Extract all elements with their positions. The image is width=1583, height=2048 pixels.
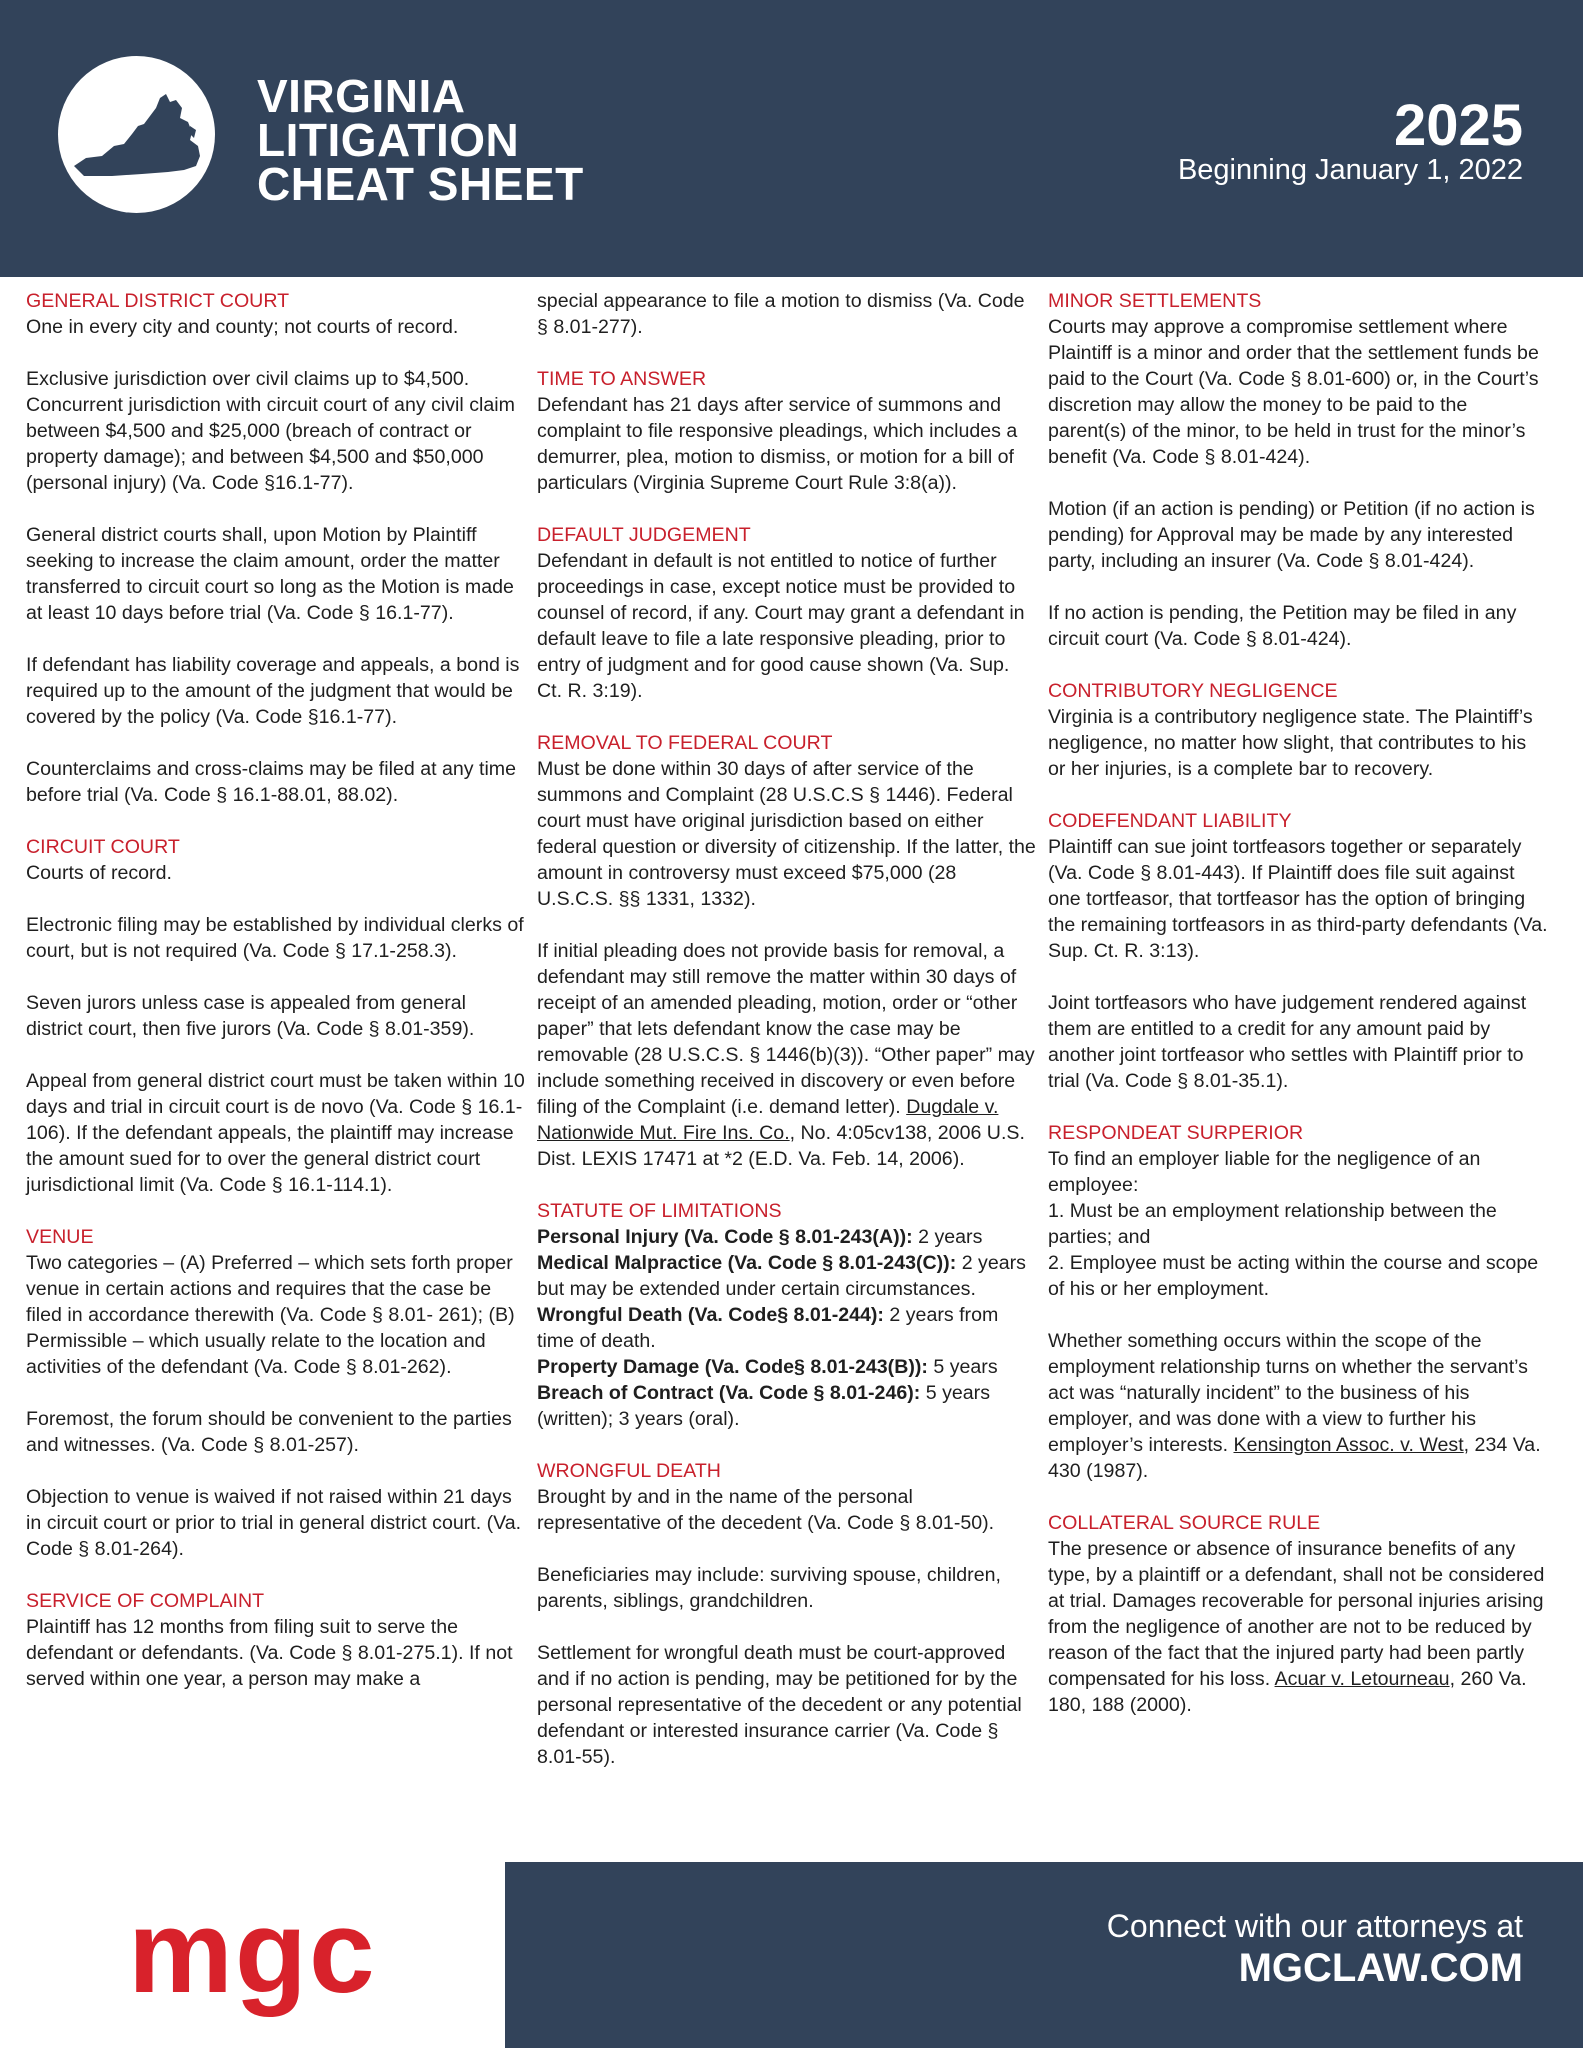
section-title-wrongful-death: WRONGFUL DEATH xyxy=(537,1460,721,1482)
paragraph: Beneficiaries may include: surviving spouse, children, parents, siblings, grandchildren. xyxy=(537,1564,1001,1612)
title-line-1: VIRGINIA xyxy=(257,70,466,122)
paragraph: Plaintiff has 12 months from filing suit to serve the defendant or defendants. (Va. Code § 8.01-275.1). If not served within one year, a person may make a xyxy=(26,1616,513,1690)
section-title-general-district-court: GENERAL DISTRICT COURT xyxy=(26,290,290,312)
paragraph: Electronic filing may be established by individual clerks of court, but is not required (Va. Code § 17.1-258.3). xyxy=(26,914,524,962)
paragraph: Appeal from general district court must be taken within 10 days and trial in circuit court is de novo (Va. Code § 16.1-106). If the defendant appeals, the plaintiff may increase the amount sued for to over the general district court jurisdictional limit (Va. Code § 16.1-114.1). xyxy=(26,1070,525,1196)
state-emblem xyxy=(58,56,215,213)
section-title-venue: VENUE xyxy=(26,1226,94,1248)
paragraph: Joint tortfeasors who have judgement rendered against them are entitled to a credit for any amount paid by another joint tortfeasor who settles with Plaintiff prior to trial (Va. Code § 8.01-35.1). xyxy=(1048,992,1527,1092)
paragraph: Virginia is a contributory negligence state. The Plaintiff’s negligence, no matter how slight, that contributes to his or her injuries, is a complete bar to recovery. xyxy=(1048,706,1533,780)
paragraph: Courts of record. xyxy=(26,862,172,884)
paragraph: Counterclaims and cross-claims may be filed at any time before trial (Va. Code § 16.1-88.01, 88.02). xyxy=(26,758,517,806)
column-2 xyxy=(537,288,1037,1770)
paragraph: special appearance to file a motion to dismiss (Va. Code § 8.01-277). xyxy=(537,290,1025,338)
limitation-value: 5 years xyxy=(927,1356,998,1378)
limitation-label: Medical Malpractice (Va. Code § 8.01-243(C)): xyxy=(537,1252,957,1274)
paragraph: Brought by and in the name of the personal representative of the decedent (Va. Code § 8.01-50). xyxy=(537,1486,995,1534)
connect-text: Connect with our attorneys at xyxy=(1106,1908,1523,1944)
case-citation: Dugdale v. Nationwide Mut. Fire Ins. Co. xyxy=(537,1096,999,1144)
paragraph: Seven jurors unless case is appealed from general district court, then five jurors (Va. Code § 8.01-359). xyxy=(26,992,475,1040)
section-title-circuit-court: CIRCUIT COURT xyxy=(26,836,180,858)
section-title-time-to-answer: TIME TO ANSWER xyxy=(537,368,707,390)
case-citation: Acuar v. Letourneau xyxy=(1274,1668,1450,1690)
paragraph: Settlement for wrongful death must be court-approved and if no action is pending, may be petitioned for by the personal representative of the decedent or any potential defendant or interested insurance carrier (Va. Code § 8.01-55). xyxy=(537,1642,1022,1768)
year-label: 2025 xyxy=(1393,93,1523,158)
limitation-label: Breach of Contract (Va. Code § 8.01-246): xyxy=(537,1382,921,1404)
paragraph-text: The presence or absence of insurance benefits of any type, by a plaintiff or a defendant, shall not be considered at trial. Damages recoverable for personal injuries arising from the negligence of another are not to be reduced by reason of the fact that the injured party had been partly compensated for his loss. xyxy=(1048,1538,1545,1690)
paragraph: One in every city and county; not courts of record. xyxy=(26,316,459,338)
title-line-2: LITIGATION xyxy=(257,114,520,166)
limitation-medical-malpractice xyxy=(537,1250,1037,1302)
paragraph: If no action is pending, the Petition may be filed in any circuit court (Va. Code § 8.01-424). xyxy=(1048,602,1517,650)
section-title-respondeat-superior: RESPONDEAT SURPERIOR xyxy=(1048,1122,1304,1144)
paragraph: Defendant in default is not entitled to notice of further proceedings in case, except notice must be provided to counsel of record, if any. Court may grant a defendant in default leave to file a late responsive pleading, prior to entry of judgment and for good cause shown (Va. Sup. Ct. R. 3:19). xyxy=(537,550,1025,702)
section-title-codefendant-liability: CODEFENDANT LIABILITY xyxy=(1048,810,1292,832)
header-banner xyxy=(0,0,1583,277)
paragraph: To find an employer liable for the negligence of an employee: xyxy=(1048,1148,1481,1196)
paragraph: Must be done within 30 days of after service of the summons and Complaint (28 U.S.C.S § 1446). Federal court must have original jurisdiction based on either federal question or diversity of citizenship. If the latter, the amount in controversy must exceed $75,000 (28 U.S.C.S. §§ 1331, 1332). xyxy=(537,758,1036,910)
limitation-value: 2 years from time of death. xyxy=(537,1304,999,1352)
paragraph xyxy=(537,938,1037,1172)
paragraph: If defendant has liability coverage and appeals, a bond is required up to the amount of the judgment that would be covered by the policy (Va. Code §16.1-77). xyxy=(26,654,520,728)
paragraph-text: , No. 4:05cv138, 2006 U.S. Dist. LEXIS 17471 at *2 (E.D. Va. Feb. 14, 2006). xyxy=(537,1122,1025,1170)
paragraph-text: If initial pleading does not provide basis for removal, a defendant may still remove the matter within 30 days of receipt of an amended pleading, motion, order or “other paper” that lets defendant know the case may be removable (28 U.S.C.S. § 1446(b)(3)). “Other paper” may include something received in discovery or even before filing of the Complaint (i.e. demand letter). xyxy=(537,940,1035,1118)
limitation-wrongful-death xyxy=(537,1302,1037,1354)
paragraph: Plaintiff can sue joint tortfeasors together or separately (Va. Code § 8.01-443). If Plaintiff does file suit against one tortfeasor, that tortfeasor has the option of bringing the remaining tortfeasors in as third-party defendants (Va. Sup. Ct. R. 3:13). xyxy=(1048,836,1548,962)
title-line-3: CHEAT SHEET xyxy=(257,158,584,210)
paragraph: Motion (if an action is pending) or Petition (if no action is pending) for Approval may be made by any interested party, including an insurer (Va. Code § 8.01-424). xyxy=(1048,498,1535,572)
section-title-default-judgement: DEFAULT JUDGEMENT xyxy=(537,524,751,546)
section-title-service-of-complaint: SERVICE OF COMPLAINT xyxy=(26,1590,265,1612)
paragraph-text: , 234 Va. 430 (1987). xyxy=(1048,1434,1541,1482)
section-title-contributory-negligence: CONTRIBUTORY NEGLIGENCE xyxy=(1048,680,1338,702)
paragraph-text: Whether something occurs within the scope of the employment relationship turns on whether the servant’s act was “naturally incident” to the business of his employer, and was done with a view to further his employer’s interests. xyxy=(1048,1330,1528,1456)
website-link[interactable]: MGCLAW.COM xyxy=(1238,1946,1523,1990)
limitation-label: Wrongful Death (Va. Code§ 8.01-244): xyxy=(537,1304,884,1326)
mgc-logo: mgc xyxy=(128,1886,377,2018)
limitation-value: 2 years xyxy=(912,1226,983,1248)
limitation-property-damage xyxy=(537,1354,1037,1380)
limitation-personal-injury xyxy=(537,1224,1037,1250)
page-title xyxy=(257,70,584,210)
paragraph: Exclusive jurisdiction over civil claims up to $4,500. Concurrent jurisdiction with circuit court of any civil claim between $4,500 and $25,000 (breach of contract or property damage); and between $4,500 and $50,000 (personal injury) (Va. Code §16.1-77). xyxy=(26,368,515,494)
list-item: 2. Employee must be acting within the course and scope of his or her employment. xyxy=(1048,1252,1539,1300)
limitation-value: 5 years (written); 3 years (oral). xyxy=(537,1382,990,1430)
paragraph xyxy=(1048,1536,1548,1718)
paragraph: Two categories – (A) Preferred – which sets forth proper venue in certain actions and requires that the case be filed in accordance therewith (Va. Code § 8.01- 261); (B) Permissible – which usually relate to the location and activities of the defendant (Va. Code § 8.01-262). xyxy=(26,1252,515,1378)
column-1 xyxy=(26,288,526,1692)
limitation-label: Personal Injury (Va. Code § 8.01-243(A)): xyxy=(537,1226,913,1248)
limitation-label: Property Damage (Va. Code§ 8.01-243(B)): xyxy=(537,1356,928,1378)
paragraph xyxy=(1048,1328,1548,1484)
case-citation: Kensington Assoc. v. West xyxy=(1233,1434,1464,1456)
paragraph-text: , 260 Va. 180, 188 (2000). xyxy=(1048,1668,1527,1716)
effective-date: Beginning January 1, 2022 xyxy=(1177,154,1523,186)
list-item: 1. Must be an employment relationship between the parties; and xyxy=(1048,1200,1497,1248)
paragraph: Foremost, the forum should be convenient to the parties and witnesses. (Va. Code § 8.01-257). xyxy=(26,1408,512,1456)
limitation-value: 2 years but may be extended under certain circumstances. xyxy=(537,1252,1026,1300)
paragraph: General district courts shall, upon Motion by Plaintiff seeking to increase the claim amount, order the matter transferred to circuit court so long as the Motion is made at least 10 days before trial (Va. Code § 16.1-77). xyxy=(26,524,514,624)
section-title-removal-to-federal-court: REMOVAL TO FEDERAL COURT xyxy=(537,732,833,754)
section-title-minor-settlements: MINOR SETTLEMENTS xyxy=(1048,290,1262,312)
paragraph: Defendant has 21 days after service of summons and complaint to file responsive pleadings, which includes a demurrer, plea, motion to dismiss, or motion for a bill of particulars (Virginia Supreme Court Rule 3:8(a)). xyxy=(537,394,1018,494)
section-title-statute-of-limitations: STATUTE OF LIMITATIONS xyxy=(537,1200,782,1222)
column-3 xyxy=(1048,288,1548,1718)
spacer xyxy=(537,1432,1037,1458)
virginia-state-icon xyxy=(72,86,202,178)
paragraph: Objection to venue is waived if not raised within 21 days in circuit court or prior to trial in general district court. (Va. Code § 8.01-264). xyxy=(26,1486,522,1560)
paragraph: Courts may approve a compromise settlement where Plaintiff is a minor and order that the settlement funds be paid to the Court (Va. Code § 8.01-600) or, in the Court’s discretion may allow the money to be paid to the parent(s) of the minor, to be held in trust for the minor’s benefit (Va. Code § 8.01-424). xyxy=(1048,316,1539,468)
section-title-collateral-source-rule: COLLATERAL SOURCE RULE xyxy=(1048,1512,1321,1534)
limitation-breach-of-contract xyxy=(537,1380,1037,1432)
